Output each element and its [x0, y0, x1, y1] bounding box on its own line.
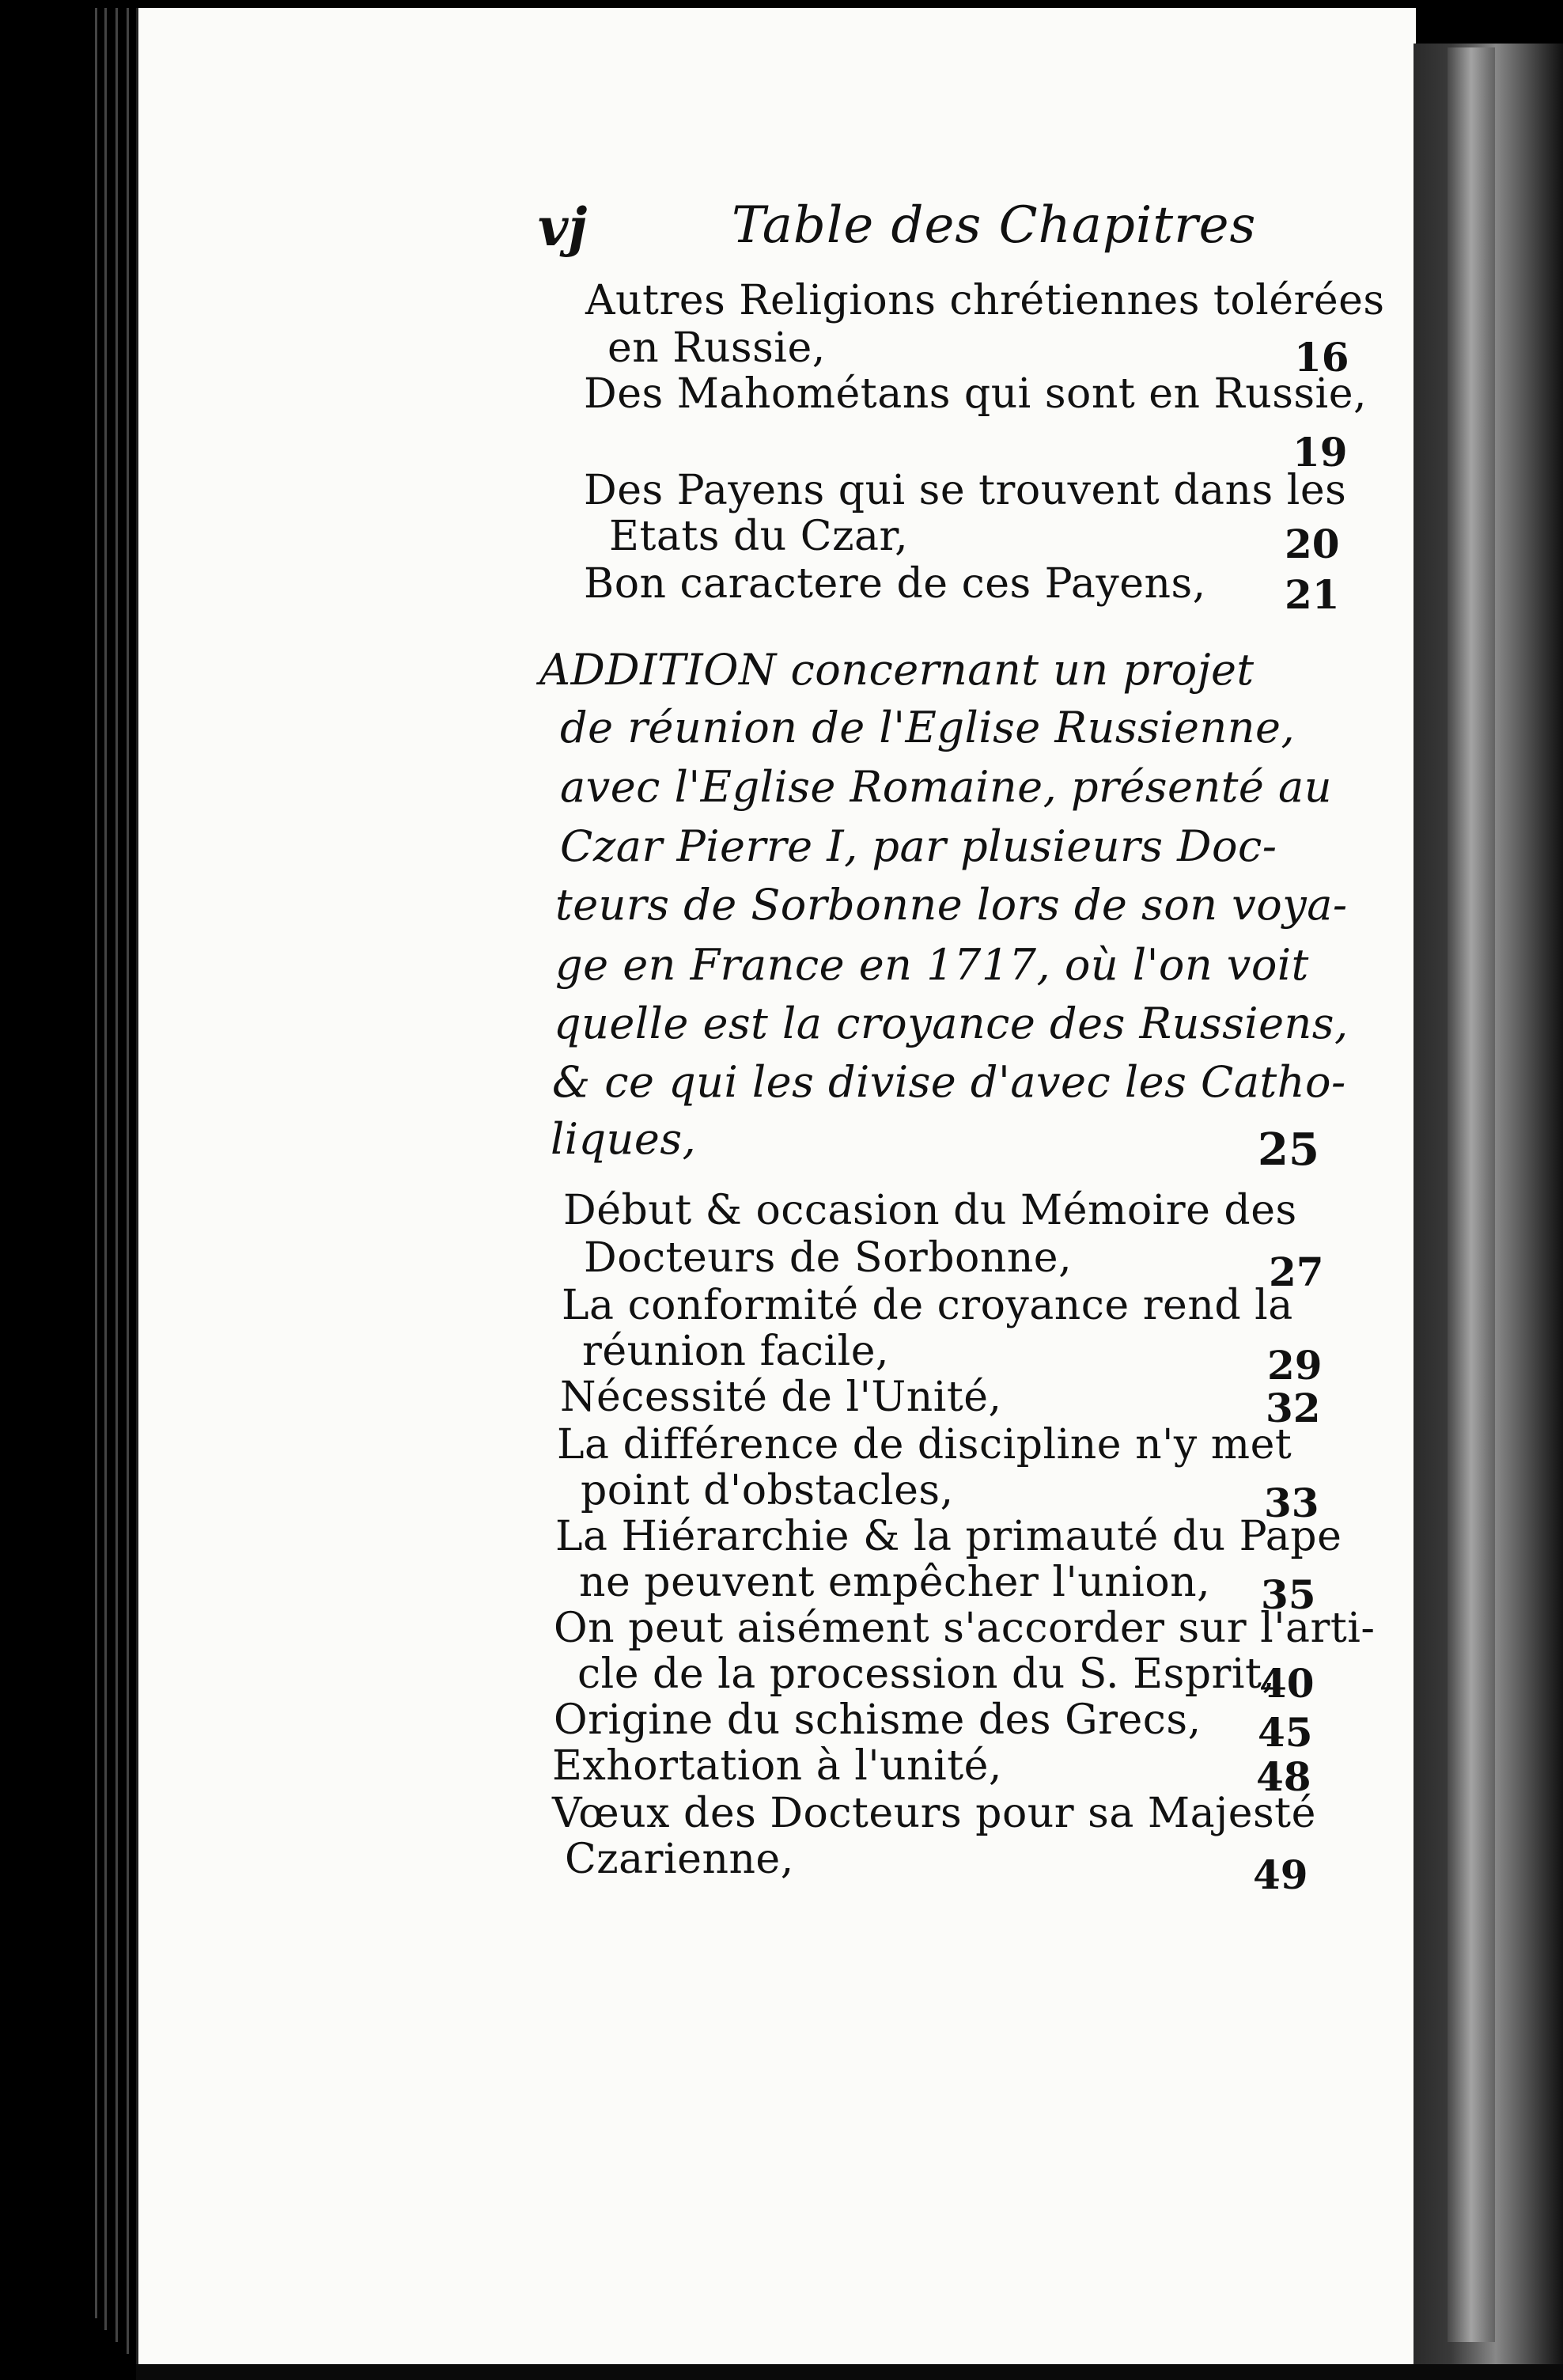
page-number: 45: [1258, 1709, 1313, 1756]
scan-border: [136, 2364, 1563, 2380]
entry-line: ADDITION concernant un projet: [539, 645, 1255, 695]
entry-line: de réunion de l'Eglise Russienne,: [560, 703, 1296, 752]
page-number: 48: [1256, 1753, 1311, 1800]
page-folio: vj: [538, 196, 588, 258]
entry-line: Vœux des Docteurs pour sa Majesté: [552, 1790, 1316, 1837]
leaf-edge: [104, 8, 107, 2330]
entry-line: réunion facile,: [582, 1328, 890, 1375]
running-title: Table des Chapitres: [732, 196, 1257, 255]
entry-line: Czar Pierre I, par plusieurs Doc-: [560, 821, 1277, 871]
entry-line: Autres Religions chrétiennes tolérées: [585, 277, 1385, 324]
entry-line: point d'obstacles,: [581, 1467, 954, 1514]
page-number: 32: [1266, 1385, 1321, 1431]
leaf-edge: [115, 8, 118, 2342]
leaf-edge: [95, 8, 97, 2318]
entry-line: Czarienne,: [565, 1836, 794, 1883]
entry-line: teurs de Sorbonne lors de son voya-: [555, 880, 1348, 930]
entry-line: Docteurs de Sorbonne,: [584, 1234, 1073, 1282]
entry-line: Bon caractere de ces Payens,: [584, 560, 1206, 608]
entry-line: Nécessité de l'Unité,: [560, 1374, 1002, 1421]
page-number: 27: [1269, 1249, 1324, 1295]
page-number: 20: [1285, 521, 1340, 567]
entry-line: en Russie,: [607, 324, 826, 372]
entry-line: Etats du Czar,: [609, 513, 909, 560]
entry-line: ge en France en 1717, où l'on voit: [555, 940, 1309, 990]
page-number: 49: [1253, 1851, 1308, 1898]
entry-line: La différence de discipline n'y met: [557, 1421, 1292, 1469]
page-number: 35: [1261, 1571, 1316, 1618]
entry-line: La conformité de croyance rend la: [562, 1282, 1293, 1329]
entry-line: cle de la procession du S. Esprit,: [577, 1650, 1276, 1698]
entry-line: quelle est la croyance des Russiens,: [554, 999, 1349, 1048]
page-number: 29: [1267, 1342, 1323, 1389]
page-number: 40: [1259, 1660, 1315, 1707]
page-number: 33: [1264, 1480, 1319, 1526]
entry-line: Exhortation à l'unité,: [552, 1742, 1002, 1790]
page-number: 21: [1285, 571, 1340, 618]
entry-line: Des Mahométans qui sont en Russie,: [584, 370, 1367, 418]
entry-line: Origine du schisme des Grecs,: [554, 1696, 1202, 1744]
entry-line: avec l'Eglise Romaine, présenté au: [560, 762, 1333, 812]
entry-line: Début & occasion du Mémoire des: [563, 1187, 1297, 1234]
entry-line: ne peuvent empêcher l'union,: [579, 1559, 1211, 1606]
page-number: 19: [1292, 429, 1348, 476]
entry-line: liques,: [551, 1114, 697, 1164]
entry-line: La Hiérarchie & la primauté du Pape: [555, 1513, 1342, 1560]
entry-line: Des Payens qui se trouvent dans les: [584, 467, 1347, 514]
page-number: 16: [1294, 334, 1349, 381]
entry-line: On peut aisément s'accorder sur l'arti-: [554, 1605, 1376, 1652]
entry-line: & ce qui les divise d'avec les Catho-: [552, 1057, 1346, 1107]
page-number: 25: [1258, 1124, 1319, 1176]
page-curl-highlight: [1448, 47, 1495, 2342]
leaf-edge: [127, 8, 129, 2354]
